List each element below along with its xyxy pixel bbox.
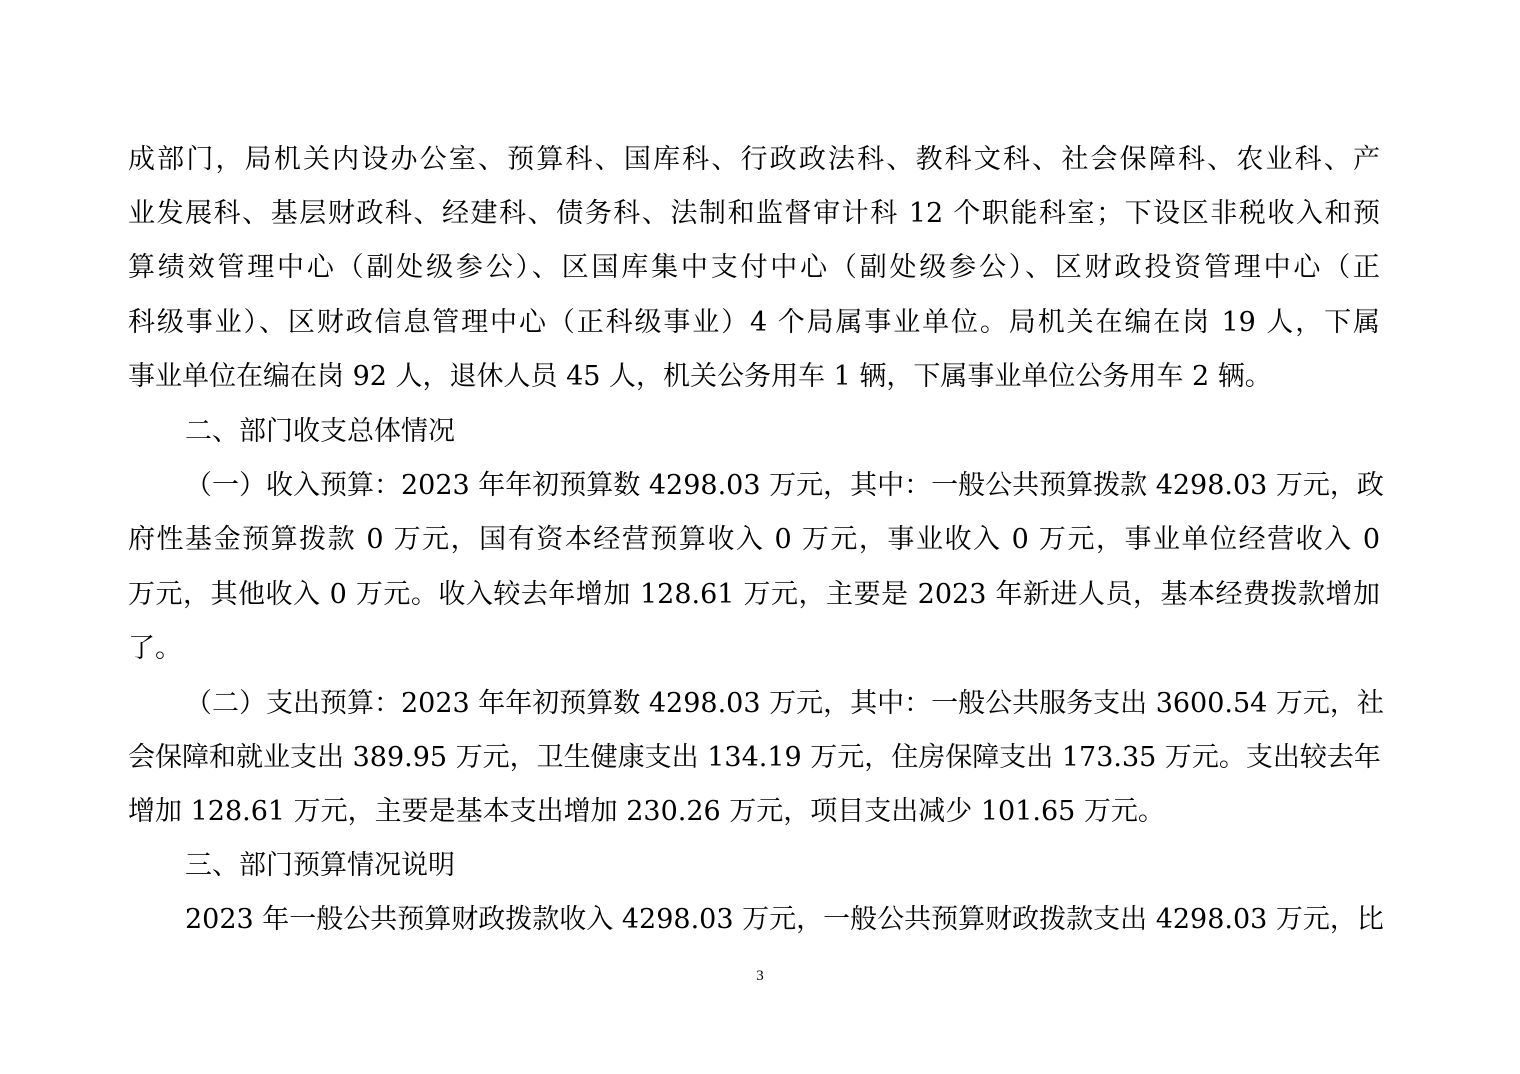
body-text-line: （二）支出预算：2023 年年初预算数 4298.03 万元，其中：一般公共服务支出 3600.54 万元，社 <box>185 688 1384 719</box>
page-number: 3 <box>756 968 764 984</box>
body-text-line: 府性基金预算拨款 0 万元，国有资本经营预算收入 0 万元，事业收入 0 万元，事业单位经营收入 0 <box>128 524 1380 555</box>
body-text-line: 2023 年一般公共预算财政拨款收入 4298.03 万元，一般公共预算财政拨款支出 4298.03 万元，比 <box>185 904 1384 935</box>
section-heading: 三、部门预算情况说明 <box>185 850 455 881</box>
body-text-line: 事业单位在编在岗 92 人，退休人员 45 人，机关公务用车 1 辆，下属事业单位公务用车 2 辆。 <box>128 361 1272 392</box>
body-text-line: （一）收入预算：2023 年年初预算数 4298.03 万元，其中：一般公共预算拨款 4298.03 万元，政 <box>185 470 1384 501</box>
body-text-line: 万元，其他收入 0 万元。收入较去年增加 128.61 万元，主要是 2023 年新进人员，基本经费拨款增加 <box>128 579 1380 610</box>
body-text-line: 了。 <box>128 633 182 664</box>
body-text-line: 业发展科、基层财政科、经建科、债务科、法制和监督审计科 12 个职能科室；下设区非税收入和预 <box>128 198 1380 229</box>
body-text-line: 算绩效管理中心（副处级参公）、区国库集中支付中心（副处级参公）、区财政投资管理中心（正 <box>128 252 1380 283</box>
body-text-line: 会保障和就业支出 389.95 万元，卫生健康支出 134.19 万元，住房保障支出 173.35 万元。支出较去年 <box>128 742 1381 773</box>
section-heading: 二、部门收支总体情况 <box>185 416 455 447</box>
body-text-line: 科级事业）、区财政信息管理中心（正科级事业）4 个局属事业单位。局机关在编在岗 19 人，下属 <box>128 307 1380 338</box>
body-text-line: 成部门，局机关内设办公室、预算科、国库科、行政政法科、教科文科、社会保障科、农业科、产 <box>128 144 1380 175</box>
body-text-line: 增加 128.61 万元，主要是基本支出增加 230.26 万元，项目支出减少 101.65 万元。 <box>128 796 1165 827</box>
